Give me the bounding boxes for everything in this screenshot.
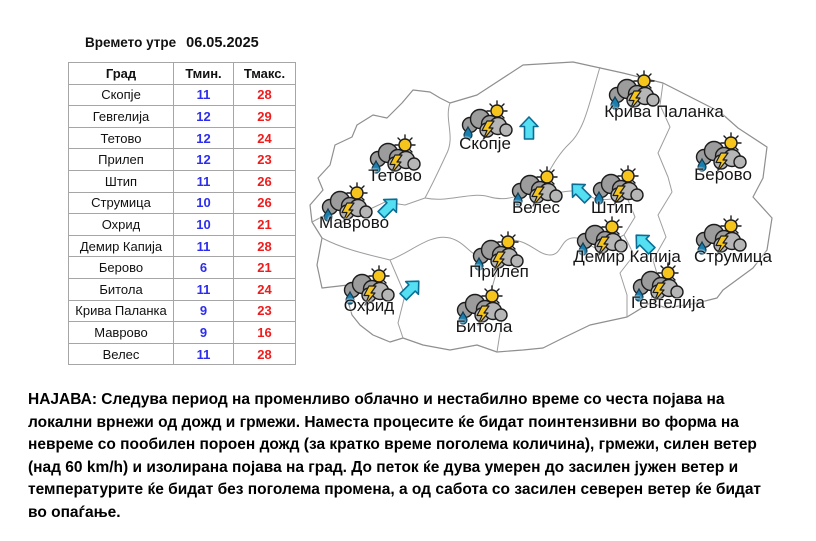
tmax-cell: 21	[234, 214, 296, 236]
page-header	[85, 34, 259, 52]
city-cell: Берово	[69, 257, 174, 279]
city-label: Велес	[511, 198, 561, 217]
temperature-table	[68, 62, 296, 365]
header-row	[69, 63, 296, 85]
city-cell: Прилеп	[69, 149, 174, 171]
tmin-cell: 11	[174, 235, 234, 257]
tmin-cell: 10	[174, 192, 234, 214]
table-row	[69, 235, 296, 257]
tmin-cell: 11	[174, 84, 234, 106]
table-row	[69, 149, 296, 171]
table-row	[69, 192, 296, 214]
tmin-cell: 11	[174, 343, 234, 365]
city-cell: Скопје	[69, 84, 174, 106]
table-row	[69, 278, 296, 300]
city-label: Маврово	[318, 213, 390, 232]
announcement-line: во опаѓање.	[28, 503, 121, 521]
city-label: Гевгелија	[631, 293, 705, 312]
city-label: Крива Паланка	[604, 102, 724, 121]
table-row	[69, 257, 296, 279]
announcement-line: температурите ќе бидат без поголема промена, а од сабота со засилен северен ветер ќе бидат	[28, 481, 762, 499]
forecast-date: 06.05.2025	[186, 35, 259, 51]
table-row	[69, 214, 296, 236]
city-cell: Демир Капија	[69, 235, 174, 257]
city-cell: Гевгелија	[69, 106, 174, 128]
tmin-cell: 9	[174, 300, 234, 322]
table-row	[69, 127, 296, 149]
tmin-cell: 11	[174, 170, 234, 192]
tmax-cell: 26	[234, 192, 296, 214]
table-row	[69, 84, 296, 106]
city-cell: Охрид	[69, 214, 174, 236]
city-label: Штип	[590, 198, 634, 217]
tmin-cell: 6	[174, 257, 234, 279]
city-label: Струмица	[693, 247, 773, 266]
announcement-line: (над 60 km/h) и изолирана појава на град. До петок ќе дува умерен до засилен јужен ветер и	[28, 458, 739, 476]
announcement-line: НАЈАВА: Следува период на променливо облачно и нестабилно време со честа појава на	[28, 391, 725, 408]
tmax-cell: 28	[234, 235, 296, 257]
city-label: Демир Капија	[573, 247, 681, 266]
tmin-cell: 9	[174, 322, 234, 344]
column-header-tmax: Тмакс.	[234, 63, 296, 85]
temperature-table-body	[69, 84, 296, 365]
column-header-city: Град	[69, 63, 174, 85]
temperature-table-header	[69, 63, 296, 85]
page-title: Времето утре	[85, 35, 177, 50]
city-cell: Велес	[69, 343, 174, 365]
city-cell: Крива Паланка	[69, 300, 174, 322]
city-cell: Штип	[69, 170, 174, 192]
column-header-tmin: Тмин.	[174, 63, 234, 85]
table-row	[69, 106, 296, 128]
table-row	[69, 343, 296, 365]
tmax-cell: 28	[234, 343, 296, 365]
city-label: Битола	[455, 317, 513, 336]
tmax-cell: 29	[234, 106, 296, 128]
tmax-cell: 24	[234, 278, 296, 300]
tmax-cell: 24	[234, 127, 296, 149]
tmax-cell: 28	[234, 84, 296, 106]
tmax-cell: 23	[234, 149, 296, 171]
weather-announcement	[28, 389, 810, 525]
wind-arrow-skopje	[518, 115, 540, 141]
announcement-line: локални врнежи од дожд и грмежи. Наместа процесите ќе бидат поинтензивни во форма на	[28, 413, 739, 431]
tmax-cell: 23	[234, 300, 296, 322]
tmin-cell: 12	[174, 149, 234, 171]
tmin-cell: 12	[174, 127, 234, 149]
tmax-cell: 16	[234, 322, 296, 344]
city-cell: Маврово	[69, 322, 174, 344]
tmin-cell: 10	[174, 214, 234, 236]
city-label: Охрид	[343, 296, 395, 315]
city-label: Прилеп	[469, 262, 529, 281]
tmin-cell: 11	[174, 278, 234, 300]
city-label: Берово	[694, 165, 752, 184]
table-row	[69, 300, 296, 322]
city-cell: Битола	[69, 278, 174, 300]
tmax-cell: 26	[234, 170, 296, 192]
announcement-line: невреме со пообилен пороен дожд (за кратко време поголема количина), грмежи, силен ветер	[28, 436, 757, 454]
city-label: Тетово	[368, 166, 422, 185]
city-cell: Струмица	[69, 192, 174, 214]
city-cell: Тетово	[69, 127, 174, 149]
macedonia-map	[290, 5, 812, 383]
tmax-cell: 21	[234, 257, 296, 279]
table-row	[69, 322, 296, 344]
city-label: Скопје	[459, 134, 511, 153]
table-row	[69, 170, 296, 192]
tmin-cell: 12	[174, 106, 234, 128]
